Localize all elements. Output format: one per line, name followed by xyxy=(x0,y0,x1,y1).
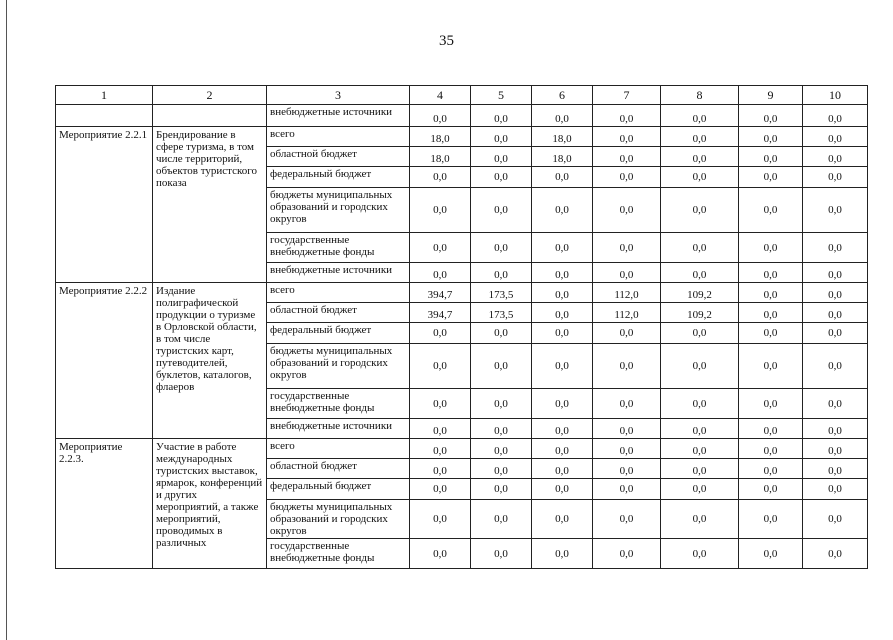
funding-source: бюджеты муниципальных образований и городских округов xyxy=(267,500,410,539)
funding-source: федеральный бюджет xyxy=(267,323,410,344)
value-cell: 0,0 xyxy=(803,539,868,569)
value-cell: 0,0 xyxy=(739,389,803,419)
value-cell: 394,7 xyxy=(410,303,471,323)
value-cell: 109,2 xyxy=(661,283,739,303)
value-cell: 0,0 xyxy=(803,479,868,500)
page-number: 35 xyxy=(439,33,454,49)
value-cell: 0,0 xyxy=(471,439,532,459)
table-row xyxy=(56,127,868,147)
funding-source: внебюджетные источники xyxy=(267,105,410,127)
value-cell: 0,0 xyxy=(593,167,661,188)
event-name-cell xyxy=(56,105,153,127)
value-cell: 0,0 xyxy=(739,539,803,569)
value-cell: 0,0 xyxy=(661,389,739,419)
value-cell: 0,0 xyxy=(471,500,532,539)
value-cell: 0,0 xyxy=(593,419,661,439)
value-cell: 0,0 xyxy=(739,344,803,389)
value-cell: 109,2 xyxy=(661,303,739,323)
value-cell: 0,0 xyxy=(532,105,593,127)
value-cell: 0,0 xyxy=(471,188,532,233)
table-row xyxy=(56,283,868,303)
value-cell: 0,0 xyxy=(593,188,661,233)
value-cell: 0,0 xyxy=(739,479,803,500)
value-cell: 0,0 xyxy=(532,539,593,569)
column-header: 6 xyxy=(532,86,593,105)
funding-source: государственные внебюджетные фонды xyxy=(267,233,410,263)
value-cell: 0,0 xyxy=(471,419,532,439)
value-cell: 0,0 xyxy=(471,105,532,127)
value-cell: 0,0 xyxy=(739,459,803,479)
value-cell: 0,0 xyxy=(410,419,471,439)
value-cell: 0,0 xyxy=(739,188,803,233)
value-cell: 0,0 xyxy=(803,389,868,419)
value-cell: 0,0 xyxy=(593,233,661,263)
value-cell: 0,0 xyxy=(803,459,868,479)
value-cell: 0,0 xyxy=(803,303,868,323)
value-cell: 112,0 xyxy=(593,303,661,323)
funding-source: государственные внебюджетные фонды xyxy=(267,389,410,419)
value-cell: 0,0 xyxy=(661,419,739,439)
value-cell: 0,0 xyxy=(410,344,471,389)
value-cell: 0,0 xyxy=(471,147,532,167)
funding-source: всего xyxy=(267,127,410,147)
funding-source: бюджеты муниципальных образований и городских округов xyxy=(267,344,410,389)
funding-source: областной бюджет xyxy=(267,303,410,323)
event-name: Мероприятие 2.2.1 xyxy=(56,127,153,283)
event-description: Издание полиграфической продукции о туризме в Орловской области, в том числе туристских карт, путеводителей, буклетов, каталогов, флаеров xyxy=(153,283,267,439)
value-cell: 0,0 xyxy=(739,283,803,303)
value-cell: 0,0 xyxy=(410,105,471,127)
value-cell: 0,0 xyxy=(593,323,661,344)
value-cell: 0,0 xyxy=(532,188,593,233)
value-cell: 0,0 xyxy=(410,539,471,569)
event-name: Мероприятие 2.2.3. xyxy=(56,439,153,569)
value-cell: 0,0 xyxy=(739,233,803,263)
value-cell: 0,0 xyxy=(593,147,661,167)
funding-source: всего xyxy=(267,283,410,303)
value-cell: 173,5 xyxy=(471,283,532,303)
value-cell: 0,0 xyxy=(410,263,471,283)
value-cell: 0,0 xyxy=(803,439,868,459)
value-cell: 0,0 xyxy=(661,500,739,539)
value-cell: 0,0 xyxy=(803,323,868,344)
funding-source: бюджеты муниципальных образований и городских округов xyxy=(267,188,410,233)
value-cell: 0,0 xyxy=(532,439,593,459)
value-cell: 0,0 xyxy=(803,344,868,389)
value-cell: 0,0 xyxy=(532,344,593,389)
value-cell: 0,0 xyxy=(471,323,532,344)
table-body xyxy=(56,86,868,569)
event-name: Мероприятие 2.2.2 xyxy=(56,283,153,439)
value-cell: 0,0 xyxy=(661,147,739,167)
value-cell: 0,0 xyxy=(593,105,661,127)
column-header: 2 xyxy=(153,86,267,105)
value-cell: 0,0 xyxy=(661,167,739,188)
column-header: 3 xyxy=(267,86,410,105)
value-cell: 0,0 xyxy=(803,500,868,539)
value-cell: 0,0 xyxy=(471,479,532,500)
value-cell: 0,0 xyxy=(739,167,803,188)
value-cell: 0,0 xyxy=(593,500,661,539)
value-cell: 0,0 xyxy=(532,459,593,479)
value-cell: 0,0 xyxy=(471,127,532,147)
value-cell: 0,0 xyxy=(593,263,661,283)
value-cell: 18,0 xyxy=(410,127,471,147)
table-row xyxy=(56,105,868,127)
value-cell: 0,0 xyxy=(532,233,593,263)
value-cell: 0,0 xyxy=(532,419,593,439)
value-cell: 0,0 xyxy=(593,459,661,479)
value-cell: 0,0 xyxy=(532,389,593,419)
table-row xyxy=(56,439,868,459)
event-description: Брендирование в сфере туризма, в том числе территорий, объектов туристского показа xyxy=(153,127,267,283)
value-cell: 0,0 xyxy=(471,233,532,263)
value-cell: 0,0 xyxy=(532,303,593,323)
value-cell: 0,0 xyxy=(803,105,868,127)
value-cell: 394,7 xyxy=(410,283,471,303)
value-cell: 0,0 xyxy=(803,263,868,283)
value-cell: 0,0 xyxy=(661,233,739,263)
value-cell: 0,0 xyxy=(471,263,532,283)
value-cell: 0,0 xyxy=(661,479,739,500)
value-cell: 0,0 xyxy=(661,127,739,147)
value-cell: 0,0 xyxy=(803,283,868,303)
value-cell: 0,0 xyxy=(471,539,532,569)
value-cell: 0,0 xyxy=(739,419,803,439)
funding-source: внебюджетные источники xyxy=(267,263,410,283)
value-cell: 0,0 xyxy=(471,389,532,419)
value-cell: 0,0 xyxy=(593,344,661,389)
value-cell: 0,0 xyxy=(410,188,471,233)
funding-source: государственные внебюджетные фонды xyxy=(267,539,410,569)
funding-source: федеральный бюджет xyxy=(267,479,410,500)
value-cell: 0,0 xyxy=(661,105,739,127)
value-cell: 0,0 xyxy=(410,500,471,539)
column-header: 5 xyxy=(471,86,532,105)
funding-source: внебюджетные источники xyxy=(267,419,410,439)
value-cell: 0,0 xyxy=(739,323,803,344)
value-cell: 0,0 xyxy=(803,188,868,233)
value-cell: 0,0 xyxy=(661,439,739,459)
value-cell: 18,0 xyxy=(532,147,593,167)
value-cell: 0,0 xyxy=(532,263,593,283)
column-header: 8 xyxy=(661,86,739,105)
value-cell: 0,0 xyxy=(593,439,661,459)
value-cell: 0,0 xyxy=(471,344,532,389)
value-cell: 0,0 xyxy=(661,459,739,479)
value-cell: 0,0 xyxy=(471,167,532,188)
value-cell: 0,0 xyxy=(532,500,593,539)
value-cell: 0,0 xyxy=(410,233,471,263)
scan-edge-line xyxy=(6,0,7,640)
value-cell: 0,0 xyxy=(410,479,471,500)
funding-table xyxy=(55,85,868,569)
value-cell: 0,0 xyxy=(471,459,532,479)
funding-source: областной бюджет xyxy=(267,459,410,479)
value-cell: 0,0 xyxy=(593,479,661,500)
value-cell: 0,0 xyxy=(410,323,471,344)
value-cell: 0,0 xyxy=(532,283,593,303)
column-header: 7 xyxy=(593,86,661,105)
value-cell: 0,0 xyxy=(739,147,803,167)
value-cell: 0,0 xyxy=(661,188,739,233)
column-header: 1 xyxy=(56,86,153,105)
funding-source: всего xyxy=(267,439,410,459)
value-cell: 0,0 xyxy=(593,539,661,569)
value-cell: 0,0 xyxy=(739,500,803,539)
funding-source: областной бюджет xyxy=(267,147,410,167)
value-cell: 0,0 xyxy=(410,389,471,419)
value-cell: 0,0 xyxy=(410,167,471,188)
value-cell: 0,0 xyxy=(739,303,803,323)
event-description-cell xyxy=(153,105,267,127)
value-cell: 18,0 xyxy=(532,127,593,147)
funding-source: федеральный бюджет xyxy=(267,167,410,188)
value-cell: 0,0 xyxy=(739,127,803,147)
value-cell: 0,0 xyxy=(803,167,868,188)
column-header: 4 xyxy=(410,86,471,105)
value-cell: 0,0 xyxy=(803,147,868,167)
value-cell: 0,0 xyxy=(739,263,803,283)
value-cell: 0,0 xyxy=(803,233,868,263)
value-cell: 0,0 xyxy=(661,344,739,389)
value-cell: 0,0 xyxy=(410,459,471,479)
value-cell: 0,0 xyxy=(661,539,739,569)
value-cell: 0,0 xyxy=(532,479,593,500)
value-cell: 0,0 xyxy=(739,439,803,459)
value-cell: 0,0 xyxy=(803,127,868,147)
column-header: 9 xyxy=(739,86,803,105)
value-cell: 0,0 xyxy=(532,323,593,344)
value-cell: 0,0 xyxy=(661,263,739,283)
value-cell: 0,0 xyxy=(410,439,471,459)
header-row xyxy=(56,86,868,105)
event-description: Участие в работе международных туристских выставок, ярмарок, конференций и других мероприятий, а также мероприятий, проводимых в различных xyxy=(153,439,267,569)
column-header: 10 xyxy=(803,86,868,105)
value-cell: 0,0 xyxy=(803,419,868,439)
value-cell: 0,0 xyxy=(593,389,661,419)
value-cell: 0,0 xyxy=(532,167,593,188)
value-cell: 0,0 xyxy=(739,105,803,127)
value-cell: 18,0 xyxy=(410,147,471,167)
value-cell: 173,5 xyxy=(471,303,532,323)
value-cell: 0,0 xyxy=(661,323,739,344)
value-cell: 112,0 xyxy=(593,283,661,303)
value-cell: 0,0 xyxy=(593,127,661,147)
